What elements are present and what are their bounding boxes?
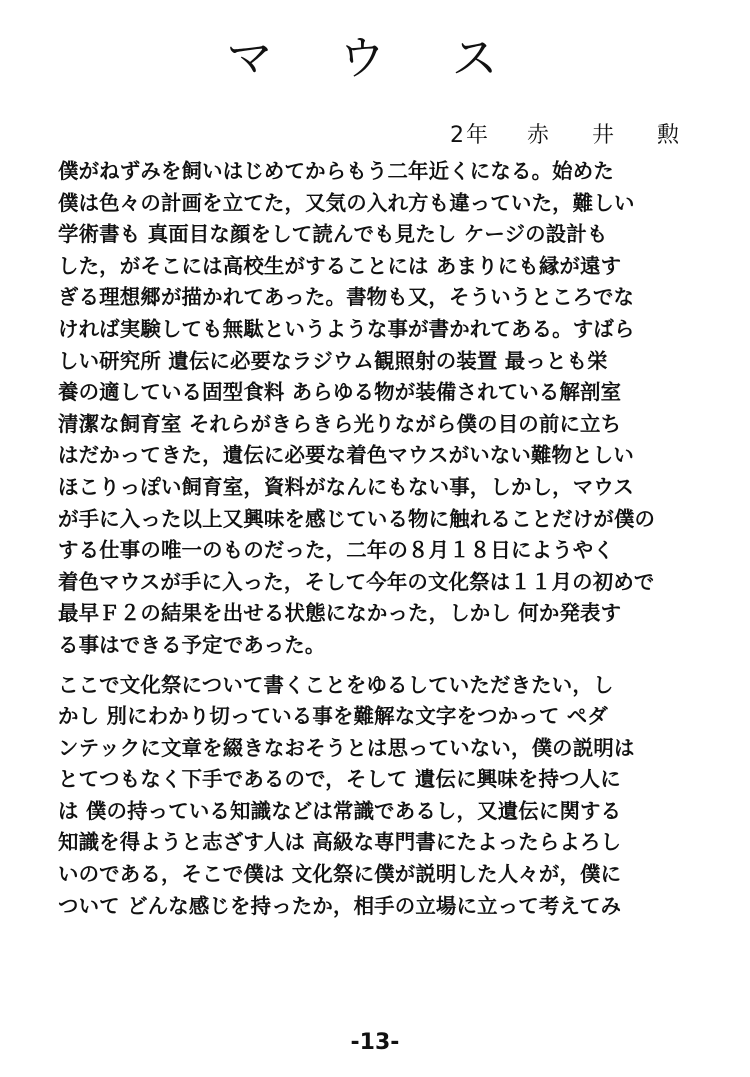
text-line: かし 別にわかり切っている事を難解な文字をつかって ペダ: [58, 704, 608, 729]
page-number: -13-: [350, 1030, 400, 1055]
text-line: 知識を得ようと志ざす人は 高級な専門書にたよったらよろし: [58, 830, 622, 855]
author-name: 赤 井 勲: [527, 123, 697, 148]
text-line: 学術書も 真面目な顔をして読んでも見たし ケージの設計も: [58, 222, 608, 247]
text-line: する仕事の唯一のものだった，二年の８月１８日にようやく: [58, 538, 614, 563]
text-line: 僕がねずみを飼いはじめてからもう二年近くになる。始めた: [58, 159, 614, 183]
text-line: ンテックに文章を綴きなおそうとは思っていない，僕の説明は: [58, 735, 635, 760]
text-line: ついて どんな感じを持ったか，相手の立場に立って考えてみ: [58, 893, 622, 918]
text-line: ほこりっぽい飼育室，資料がなんにもない事，しかし，マウス: [58, 474, 634, 499]
text-line: した，がそこには高校生がすることには あまりにも縁が遠す: [58, 253, 622, 278]
paragraph-gap: [58, 662, 718, 670]
text-line: 僕は色々の計画を立てた，又気の入れ方も違っていた，難しい: [58, 190, 635, 215]
page-title: マ ウ ス: [226, 31, 524, 85]
text-line: ければ実験しても無駄というような事が書かれてある。すばら: [58, 316, 635, 341]
text-line: いのである，そこで僕は 文化祭に僕が説明した人々が，僕に: [58, 862, 622, 887]
author-grade: 2年: [450, 123, 490, 148]
author-byline: [450, 118, 697, 149]
text-line: とてつもなく下手であるので，そして 遺伝に興味を持つ人に: [58, 767, 621, 792]
text-line: 着色マウスが手に入った，そして今年の文化祭は１１月の初めで: [58, 569, 655, 594]
text-line: ぎる理想郷が描かれてあった。書物も又，そういうところでな: [58, 285, 635, 310]
text-line: が手に入った以上又興味を感じている物に触れることだけが僕の: [58, 506, 656, 531]
text-line: ここで文化祭について書くことをゆるしていただきたい，し: [58, 672, 614, 697]
text-line: 最早Ｆ２の結果を出せる状態になかった，しかし 何か発表す: [58, 601, 622, 626]
text-line: はだかってきた，遺伝に必要な着色マウスがいない難物としい: [58, 443, 634, 468]
paragraph: [58, 670, 718, 923]
text-line: 清潔な飼育室 それらがきらきら光りながら僕の目の前に立ち: [58, 411, 622, 436]
body-text: [58, 156, 718, 922]
text-line: しい研究所 遺伝に必要なラジウム観照射の装置 最っとも栄: [58, 348, 608, 373]
text-line: る事はできる予定であった。: [58, 632, 326, 657]
text-line: は 僕の持っている知識などは常識であるし，又遺伝に関する: [58, 798, 622, 823]
paragraph: [58, 156, 718, 662]
text-line: 養の適している固型食料 あらゆる物が装備されている解剖室: [58, 380, 622, 405]
